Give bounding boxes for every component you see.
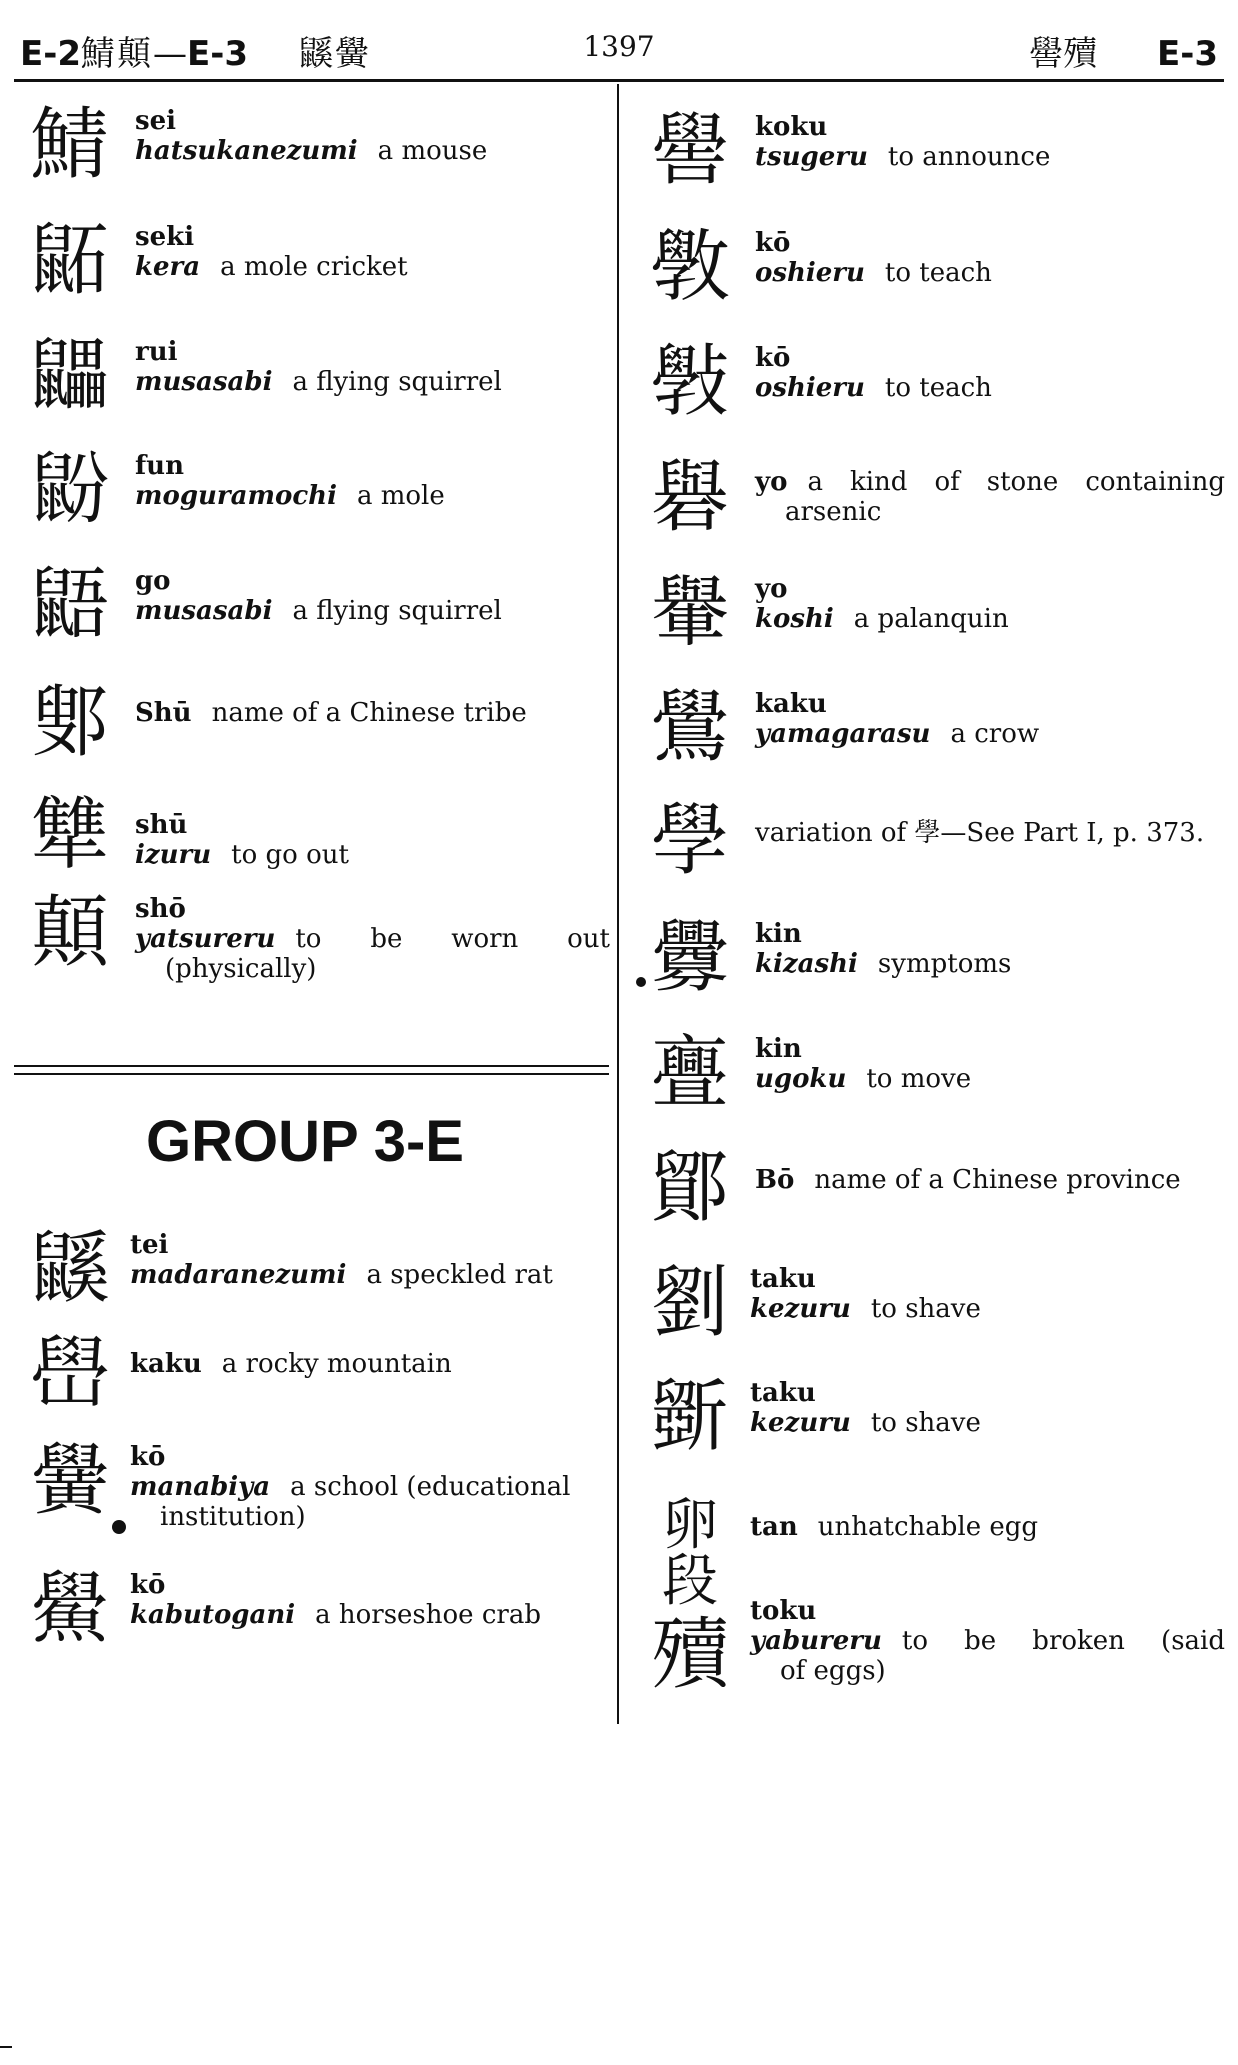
- margin-mark: [0, 2046, 12, 2048]
- entry-text: [130, 1442, 610, 1532]
- section-double-rule: [14, 1065, 609, 1075]
- entry-text: [750, 1264, 1225, 1324]
- entry-reading: koku: [755, 112, 828, 142]
- dictionary-entry: [20, 1564, 610, 1670]
- entry-character: 鼯: [30, 560, 109, 650]
- entry-definition: a mouse: [377, 136, 488, 166]
- entry-definition: to announce: [887, 142, 1051, 172]
- entry-reading: kō: [130, 1442, 166, 1472]
- entry-text: [130, 1570, 610, 1630]
- entry-reading: shū: [135, 810, 188, 840]
- entry-character: 鄮: [650, 1143, 729, 1233]
- entry-character: 劉: [650, 1258, 729, 1348]
- entry-definition-continued: (physically): [165, 954, 317, 984]
- entry-character: 鼷: [30, 1224, 109, 1314]
- entry-japanese: moguramochi: [135, 481, 337, 511]
- column-divider: [617, 84, 619, 1724]
- entry-text: [135, 337, 610, 397]
- entry-japanese: izuru: [135, 840, 212, 870]
- entry-character: 卵段: [662, 1493, 718, 1614]
- entry-definition: to go out: [231, 840, 349, 870]
- entry-character: 鷽: [650, 683, 729, 773]
- entry-japanese: yatsureru: [135, 924, 276, 954]
- entry-character: 鄋: [30, 678, 109, 768]
- entry-definition: to teach: [884, 373, 992, 403]
- entry-character: 鼺: [30, 331, 109, 421]
- entry-character: 亹: [650, 1028, 729, 1118]
- dictionary-entry: [640, 1028, 1225, 1134]
- entry-reading: kaku: [130, 1349, 202, 1379]
- entry-japanese: kera: [135, 252, 201, 282]
- entry-character: 犨: [30, 790, 109, 880]
- entry-character: 鼫: [30, 216, 109, 306]
- entry-character: 嚳: [650, 106, 729, 196]
- entry-japanese: hatsukanezumi: [135, 136, 358, 166]
- entry-text: [135, 106, 610, 166]
- entry-reading: yo: [755, 467, 788, 497]
- entry-definition: to shave: [870, 1294, 981, 1324]
- header-rule: [14, 79, 1224, 82]
- entry-reading: kō: [755, 343, 791, 373]
- entry-text: [135, 451, 610, 511]
- entry-text: [755, 919, 1225, 979]
- dictionary-entry: [20, 790, 610, 896]
- entry-japanese: madaranezumi: [130, 1260, 347, 1290]
- entry-character: 嶨: [30, 1329, 109, 1419]
- entry-character: 殰: [650, 1610, 729, 1700]
- dictionary-entry: [20, 445, 610, 551]
- entry-text: [135, 566, 610, 626]
- entry-japanese: ugoku: [755, 1064, 847, 1094]
- header-code-start: E-2: [20, 34, 81, 74]
- entry-definition-continued: of eggs): [780, 1656, 886, 1686]
- entry-japanese: kabutogani: [130, 1600, 296, 1630]
- dictionary-entry: [640, 222, 1225, 328]
- entry-definition: a school (educational: [290, 1472, 571, 1502]
- entry-japanese: kezuru: [750, 1294, 851, 1324]
- entry-character: 學: [650, 796, 729, 886]
- entry-text: [755, 818, 1225, 848]
- entry-text: [135, 810, 610, 870]
- entry-reading: toku: [750, 1596, 817, 1626]
- entry-japanese: tsugeru: [755, 142, 868, 172]
- entry-definition: variation of 學—See Part I, p. 373.: [755, 818, 1205, 848]
- header-right-kanji: 嚳殰: [1029, 34, 1097, 74]
- entry-text: [750, 1512, 1225, 1542]
- entry-definition: a palanquin: [853, 604, 1009, 634]
- entry-japanese: kizashi: [755, 949, 858, 979]
- dictionary-entry: [640, 337, 1225, 443]
- dictionary-entry: [640, 1143, 1225, 1249]
- entry-text: [130, 1230, 610, 1290]
- header-code-end: E-3: [187, 34, 248, 74]
- entry-japanese: yabureru: [750, 1626, 882, 1656]
- entry-reading: kō: [130, 1570, 166, 1600]
- entry-character: 斵: [650, 1372, 729, 1462]
- dictionary-entry: [640, 1372, 1225, 1478]
- entry-text: [750, 1378, 1225, 1438]
- entry-japanese: manabiya: [130, 1472, 271, 1502]
- entry-character: 黌: [30, 1436, 109, 1526]
- dictionary-entry: [640, 568, 1225, 674]
- entry-text: [755, 228, 1225, 288]
- entry-reading: taku: [750, 1378, 816, 1408]
- entry-character: 鯖: [30, 100, 109, 190]
- entry-reading: kaku: [755, 689, 827, 719]
- entry-definition: a flying squirrel: [292, 367, 502, 397]
- dictionary-entry: [20, 1224, 610, 1330]
- dictionary-entry: [20, 216, 610, 322]
- dictionary-entry: [640, 1596, 1225, 1716]
- entry-definition: a kind of stone containing: [807, 467, 1225, 497]
- entry-reading: Shū: [135, 698, 192, 728]
- entry-definition: a speckled rat: [366, 1260, 553, 1290]
- entry-character: 礜: [650, 453, 729, 543]
- entry-definition: name of a Chinese tribe: [211, 698, 527, 728]
- entry-definition: symptoms: [877, 949, 1012, 979]
- entry-definition: to shave: [870, 1408, 981, 1438]
- entry-reading: rui: [135, 337, 178, 367]
- page-header: [0, 0, 1238, 80]
- dictionary-entry: [640, 453, 1225, 569]
- entry-text: [750, 1596, 1225, 1686]
- entry-text: [135, 894, 610, 984]
- header-kanji-start: 鯖顛: [81, 34, 153, 74]
- entry-reading: sei: [135, 106, 177, 136]
- entry-reading: Bō: [755, 1165, 795, 1195]
- entry-definition: to be worn out: [295, 924, 610, 954]
- entry-reading: tei: [130, 1230, 169, 1260]
- page-number: 1397: [583, 30, 655, 63]
- entry-japanese: oshieru: [755, 258, 865, 288]
- entry-character: 轝: [650, 568, 729, 658]
- entry-text: [755, 1165, 1225, 1195]
- header-right-code: E-3: [1157, 34, 1218, 74]
- entry-japanese: koshi: [755, 604, 834, 634]
- entry-reading: go: [135, 566, 171, 596]
- dictionary-entry: [640, 683, 1225, 789]
- group-heading: GROUP 3-E: [145, 1109, 464, 1174]
- entry-text: [755, 467, 1225, 527]
- header-dash: —: [153, 34, 187, 74]
- entry-japanese: musasabi: [135, 596, 273, 626]
- entry-definition: unhatchable egg: [817, 1512, 1039, 1542]
- dictionary-entry: [20, 331, 610, 437]
- entry-definition: a horseshoe crab: [315, 1600, 541, 1630]
- entry-definition: name of a Chinese province: [814, 1165, 1181, 1195]
- entry-definition: a rocky mountain: [221, 1349, 452, 1379]
- entry-character: 釁: [650, 913, 729, 1003]
- entry-reading: taku: [750, 1264, 816, 1294]
- entry-reading: shō: [135, 894, 186, 924]
- entry-definition: to be broken (said: [901, 1626, 1225, 1656]
- entry-definition: a crow: [950, 719, 1040, 749]
- entry-reading: fun: [135, 451, 184, 481]
- entry-definition: a flying squirrel: [292, 596, 502, 626]
- entry-definition: a mole cricket: [220, 252, 408, 282]
- entry-reading: kin: [755, 919, 802, 949]
- dictionary-entry: [20, 888, 610, 1014]
- entry-reading: kin: [755, 1034, 802, 1064]
- entry-japanese: yamagarasu: [755, 719, 931, 749]
- entry-text: [755, 112, 1225, 172]
- dictionary-entry: [20, 100, 610, 206]
- entry-definition-continued: arsenic: [785, 497, 882, 527]
- entry-text: [755, 343, 1225, 403]
- entry-reading: tan: [750, 1512, 798, 1542]
- entry-japanese: oshieru: [755, 373, 865, 403]
- header-right-range: [1029, 26, 1218, 75]
- entry-text: [135, 222, 610, 282]
- entry-japanese: musasabi: [135, 367, 273, 397]
- entry-character: 鱟: [30, 1564, 109, 1654]
- dictionary-entry: [20, 1329, 610, 1435]
- ink-dot: [112, 1520, 126, 1534]
- entry-text: [135, 698, 610, 728]
- dictionary-entry: [20, 1436, 610, 1552]
- entry-character: 斆: [650, 222, 729, 312]
- entry-definition: to move: [866, 1064, 972, 1094]
- entry-reading: kō: [755, 228, 791, 258]
- dictionary-entry: [20, 560, 610, 666]
- entry-text: [755, 689, 1225, 749]
- entry-definition: to teach: [884, 258, 992, 288]
- entry-character: 鼢: [30, 445, 109, 535]
- entry-text: [755, 1034, 1225, 1094]
- entry-definition-continued: institution): [160, 1502, 306, 1532]
- entry-text: [130, 1349, 610, 1379]
- dictionary-entry: [640, 913, 1225, 1019]
- entry-japanese: kezuru: [750, 1408, 851, 1438]
- entry-character: 斅: [650, 337, 729, 427]
- entry-character: 顛: [30, 888, 109, 978]
- header-kanji-end: 鼷黌: [298, 34, 371, 74]
- ink-dot: [636, 977, 646, 987]
- dictionary-entry: [640, 1258, 1225, 1364]
- dictionary-entry: [640, 796, 1225, 902]
- entry-definition: a mole: [356, 481, 445, 511]
- entry-reading: yo: [755, 574, 788, 604]
- entry-text: [755, 574, 1225, 634]
- dictionary-entry: [20, 678, 610, 784]
- entry-reading: seki: [135, 222, 195, 252]
- dictionary-entry: [640, 106, 1225, 212]
